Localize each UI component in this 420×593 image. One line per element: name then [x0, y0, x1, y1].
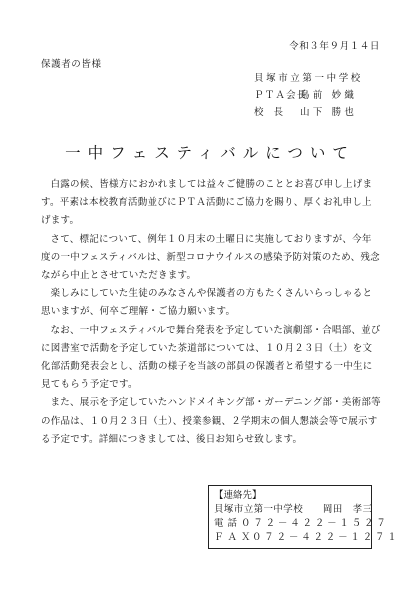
contact-heading: 【連絡先】	[214, 490, 262, 501]
paragraph-cancellation: さて、標記について、例年１０月末の土曜日に実施しておりますが、今年度の一中フェスティバルは、新型コロナウイルスの感染予防対策のため、残念ながら中止とさせていただきます。	[41, 233, 380, 282]
sender-name-pta: 鳥前 妙織	[300, 90, 358, 101]
document-title: 一中フェスティバルについて	[65, 144, 355, 162]
body-text	[41, 176, 381, 449]
sender-name-principal: 山下 勝也	[300, 107, 358, 118]
sender-pta-row	[254, 87, 384, 104]
paragraph-greeting: 白露の候、皆様方におかれましては益々ご健勝のこととお喜び申し上げます。平素は本校教育活動並びにＰＴＡ活動にご協力を賜り、厚くお礼申し上げます。	[41, 179, 373, 227]
sender-role-principal: 校長	[254, 107, 294, 118]
contact-fax-row	[214, 531, 400, 545]
sender-principal-row	[254, 104, 384, 121]
contact-phone-row	[214, 517, 389, 531]
contact-person: 貝塚市立第一中学校 岡田 孝三	[214, 504, 373, 515]
paragraph-request: 楽しみにしていた生徒のみなさんや保護者の方もたくさんいらっしゃると思いますが、何卒ご理解・ご協力願います。	[41, 288, 373, 318]
issue-date: 令和３年９月１４日	[289, 41, 380, 52]
sender-organization: 貝塚市立第一中学校	[254, 73, 363, 84]
fax-number: ０７２－４２２－１２７１	[252, 532, 400, 543]
paragraph-club-presentation: なお、一中フェスティバルで舞台発表を予定していた演劇部・合唱部、並びに図書室で活動を予定していた茶道部については、１０月２３日（土）を文化部活動発表会とし、活動の様子を当該の部員の保護者と希望する一中生に見てもらう予定です。	[41, 324, 381, 391]
addressee: 保護者の皆様	[41, 59, 102, 70]
contact-box	[208, 485, 400, 549]
fax-label: ＦＡＸ	[214, 532, 255, 543]
sender-role-pta: ＰＴＡ会長	[254, 90, 308, 101]
paragraph-exhibition: また、展示を予定していたハンドメイキング部・ガーデニング部・美術部等の作品は、１０月２３日（土）、授業参観、２学期末の個人懇談会等で展示する予定です。詳細につきましては、後日お知らせ致します。	[41, 397, 381, 445]
sender-block	[254, 70, 384, 121]
phone-number: ０７２－４２２－１５２７	[241, 518, 389, 529]
phone-label: 電話	[214, 518, 242, 529]
